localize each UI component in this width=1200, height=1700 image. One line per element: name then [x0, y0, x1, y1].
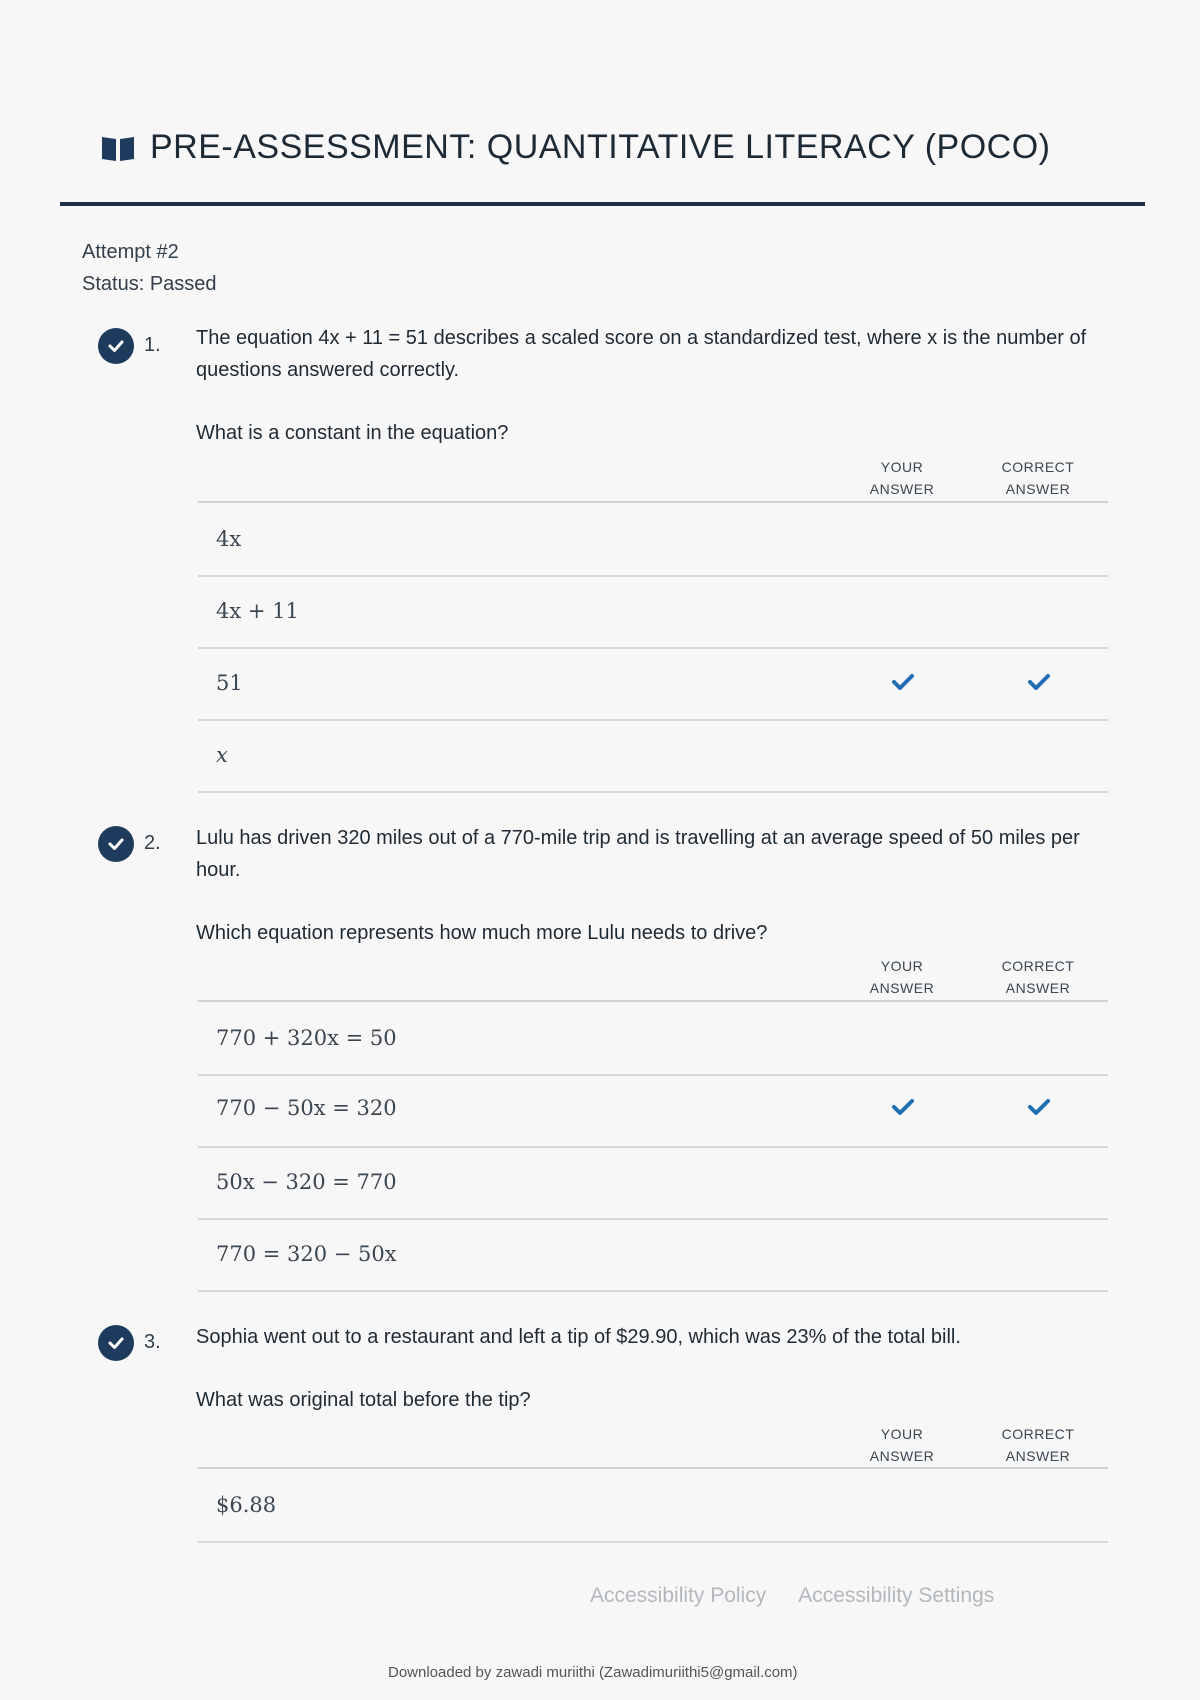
your-answer-header: YOUR ANSWER: [869, 1426, 935, 1464]
option-row: [198, 1220, 1108, 1292]
option-text: 4x: [216, 527, 242, 551]
book-icon: [100, 133, 136, 163]
your-answer-checkmark-icon: [892, 673, 914, 691]
option-text: $6.88: [216, 1493, 277, 1517]
option-text: 4x + 11: [216, 599, 299, 623]
option-row: [198, 721, 1108, 793]
check-circle-icon: [98, 826, 134, 862]
option-row: [198, 1148, 1108, 1220]
option-row: [198, 1002, 1108, 1076]
option-row: [198, 1469, 1108, 1543]
option-text: x: [216, 743, 228, 767]
option-row: [198, 503, 1108, 577]
option-text: 50x − 320 = 770: [216, 1170, 397, 1194]
option-text: 51: [216, 671, 243, 695]
your-answer-header: YOUR ANSWER: [869, 459, 935, 497]
download-note: Downloaded by zawadi muriithi (Zawadimuriithi5@gmail.com): [388, 1664, 798, 1681]
correct-answer-header: CORRECT ANSWER: [1001, 1426, 1075, 1464]
question-text: The equation 4x + 11 = 51 describes a scaled score on a standardized test, where x is the number of questions answered correctly.: [196, 327, 1087, 381]
correct-answer-header: CORRECT ANSWER: [1001, 459, 1075, 497]
option-row: [198, 1076, 1108, 1148]
question-text: Sophia went out to a restaurant and left a tip of $29.90, which was 23% of the total bill.: [196, 1326, 961, 1348]
option-row: [198, 577, 1108, 649]
accessibility-settings-link[interactable]: Accessibility Settings: [798, 1584, 995, 1607]
question-prompt: Which equation represents how much more Lulu needs to drive?: [196, 922, 768, 944]
check-circle-icon: [98, 1325, 134, 1361]
attempt-meta: [82, 236, 217, 300]
correct-answer-checkmark-icon: [1028, 673, 1050, 691]
option-text: 770 = 320 − 50x: [216, 1242, 397, 1266]
question-text: Lulu has driven 320 miles out of a 770-mile trip and is travelling at an average speed of 50 miles per hour.: [196, 827, 1080, 881]
page-header: [100, 128, 1050, 167]
option-text: 770 − 50x = 320: [216, 1096, 397, 1120]
footer-links: [590, 1584, 994, 1608]
question-number: 2.: [144, 832, 161, 854]
page-title: PRE-ASSESSMENT: QUANTITATIVE LITERACY (POCO): [150, 128, 1051, 166]
option-row: [198, 649, 1108, 721]
question-prompt: What was original total before the tip?: [196, 1389, 531, 1411]
option-text: 770 + 320x = 50: [216, 1026, 397, 1050]
question-number: 3.: [144, 1331, 161, 1353]
question-number: 1.: [144, 334, 161, 356]
status-label: Status: Passed: [82, 273, 217, 295]
check-circle-icon: [98, 328, 134, 364]
your-answer-header: YOUR ANSWER: [869, 958, 935, 996]
your-answer-checkmark-icon: [892, 1098, 914, 1116]
question-prompt: What is a constant in the equation?: [196, 422, 509, 444]
accessibility-policy-link[interactable]: Accessibility Policy: [590, 1584, 767, 1607]
header-divider: [60, 202, 1145, 206]
correct-answer-header: CORRECT ANSWER: [1001, 958, 1075, 996]
correct-answer-checkmark-icon: [1028, 1098, 1050, 1116]
attempt-label: Attempt #2: [82, 241, 179, 263]
